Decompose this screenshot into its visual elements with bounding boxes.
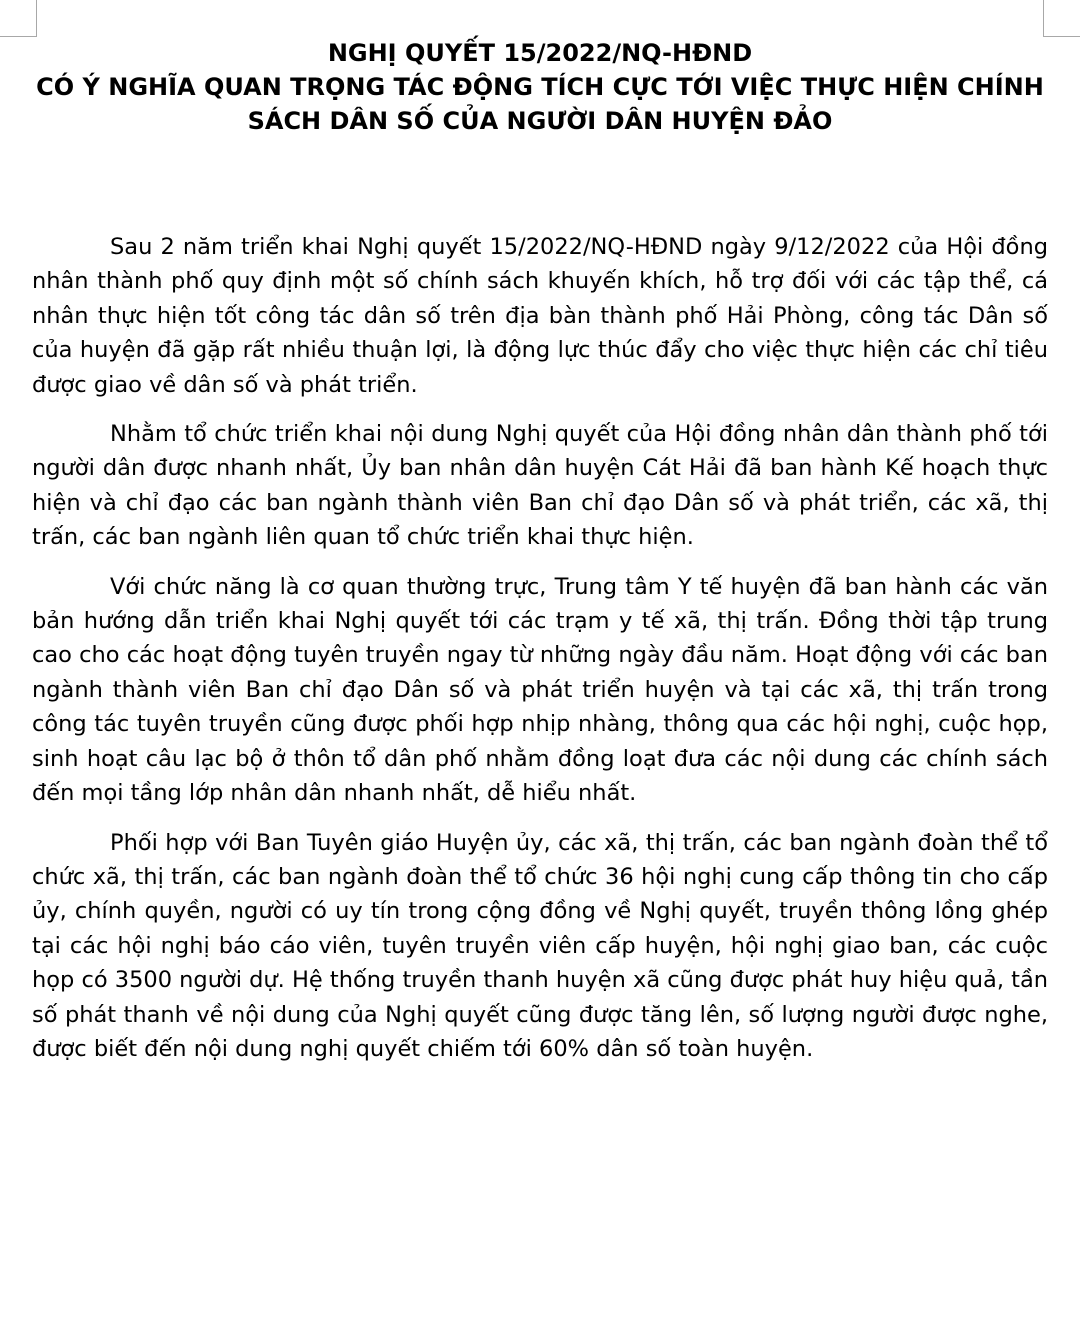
- paragraph-4: Phối hợp với Ban Tuyên giáo Huyện ủy, các xã, thị trấn, các ban ngành đoàn thể tổ chức xã, thị trấn, các ban ngành đoàn thể tổ chức 36 hội nghị cung cấp thông tin cho cấp ủy, chính quyền, người có uy tín trong cộng đồng về Nghị quyết, truyền thông lồng ghép tại các hội nghị báo cáo viên, tuyên truyền viên cấp huyện, hội nghị giao ban, các cuộc họp có 3500 người dự. Hệ thống truyền thanh huyện xã cũng được phát huy hiệu quả, tần số phát thanh về nội dung của Nghị quyết cũng được tăng lên, số lượng người được nghe, được biết đến nội dung nghị quyết chiếm tới 60% dân số toàn huyện.: [32, 829, 1048, 1062]
- paragraph-2: Nhằm tổ chức triển khai nội dung Nghị quyết của Hội đồng nhân dân thành phố tới người dân được nhanh nhất, Ủy ban nhân dân huyện Cát Hải đã ban hành Kế hoạch thực hiện và chỉ đạo các ban ngành thành viên Ban chỉ đạo Dân số và phát triển, các xã, thị trấn, các ban ngành liên quan tổ chức triển khai thực hiện.: [32, 421, 1048, 551]
- document-page: [32, 36, 1048, 1081]
- title-line-2: CÓ Ý NGHĨA QUAN TRỌNG TÁC ĐỘNG TÍCH CỰC TỚI VIỆC THỰC HIỆN CHÍNH: [36, 73, 1044, 101]
- title-line-1: NGHỊ QUYẾT 15/2022/NQ-HĐND: [327, 39, 753, 67]
- document-body: [32, 230, 1048, 1066]
- page-corner-mark-top-right: [1043, 0, 1080, 37]
- document-title: [32, 36, 1048, 138]
- page-corner-mark-top-left: [0, 0, 37, 37]
- paragraph-3: Với chức năng là cơ quan thường trực, Trung tâm Y tế huyện đã ban hành các văn bản hướng dẫn triển khai Nghị quyết tới các trạm y tế xã, thị trấn. Đồng thời tập trung cao cho các hoạt động tuyên truyền ngay từ những ngày đầu năm. Hoạt động với các ban ngành thành viên Ban chỉ đạo Dân số và phát triển huyện và tại các xã, thị trấn trong công tác tuyên truyền cũng được phối hợp nhịp nhàng, thông qua các hội nghị, cuộc họp, sinh hoạt câu lạc bộ ở thôn tổ dân phố nhằm đồng loạt đưa các nội dung các chính sách đến mọi tầng lớp nhân dân nhanh nhất, dễ hiểu nhất.: [32, 573, 1048, 807]
- title-line-3: SÁCH DÂN SỐ CỦA NGƯỜI DÂN HUYỆN ĐẢO: [247, 107, 833, 135]
- paragraph-1: Sau 2 năm triển khai Nghị quyết 15/2022/NQ-HĐND ngày 9/12/2022 của Hội đồng nhân thành phố quy định một số chính sách khuyến khích, hỗ trợ đối với các tập thể, cá nhân thực hiện tốt công tác dân số trên địa bàn thành phố Hải Phòng, công tác Dân số của huyện đã gặp rất nhiều thuận lợi, là động lực thúc đẩy cho việc thực hiện các chỉ tiêu được giao về dân số và phát triển.: [32, 234, 1048, 398]
